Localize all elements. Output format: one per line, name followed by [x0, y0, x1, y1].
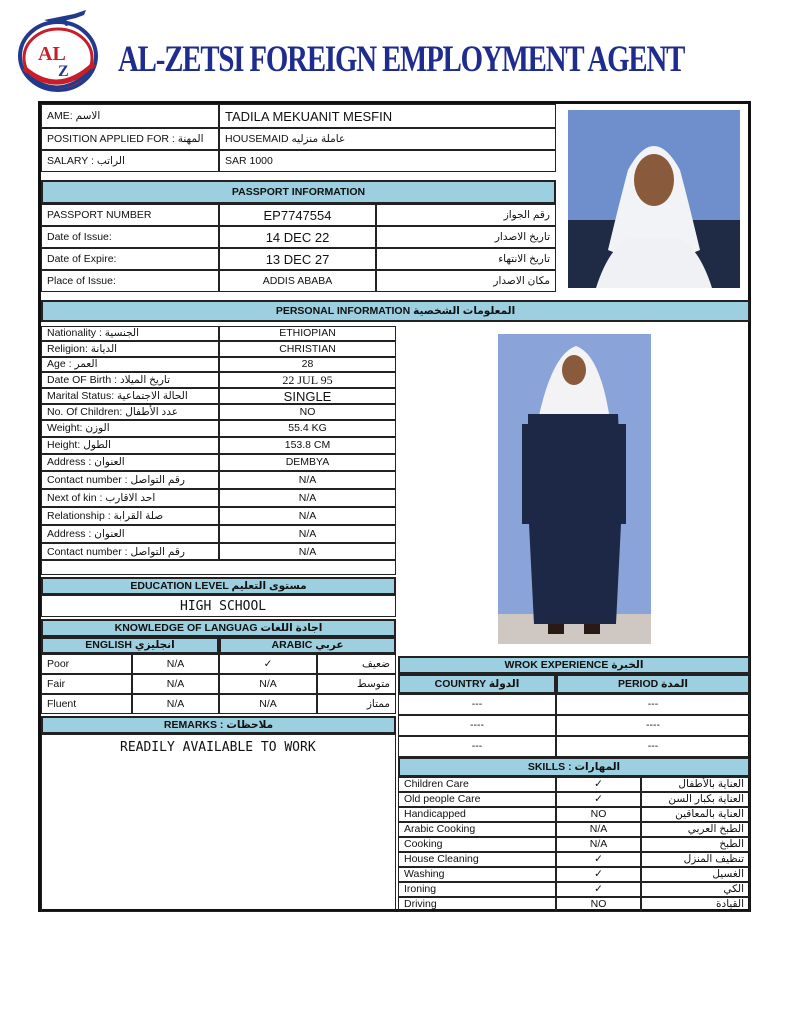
skill-arabic: تنظيف المنزل — [641, 852, 750, 867]
skill-name: Washing — [398, 867, 556, 882]
position-label: POSITION APPLIED FOR : المهنة — [41, 128, 219, 150]
skill-arabic: الطبخ العربي — [641, 822, 750, 837]
svg-text:AL: AL — [38, 43, 66, 65]
name-label: AME: الاسم — [41, 104, 219, 128]
personal-row-value: SINGLE — [219, 388, 396, 404]
personal-row-label: Weight: الوزن — [41, 420, 219, 437]
skill-arabic: القيادة — [641, 897, 750, 912]
language-level: Poor — [41, 654, 132, 674]
skill-value: ✓ — [556, 852, 641, 867]
personal-row-value: N/A — [219, 507, 396, 525]
personal-row-value: 28 — [219, 357, 396, 372]
skill-arabic: الطبخ — [641, 837, 750, 852]
skill-value: N/A — [556, 837, 641, 852]
salary-value: SAR 1000 — [219, 150, 556, 172]
english-header: ENGLISH انجليزي — [41, 637, 219, 654]
education-header: EDUCATION LEVEL مستوى التعليم — [41, 577, 396, 595]
personal-row-label: Date OF Birth : تاريخ الميلاد — [41, 372, 219, 388]
personal-row-value: DEMBYA — [219, 454, 396, 471]
language-level: Fair — [41, 674, 132, 694]
personal-row-label: Relationship : صلة القرابة — [41, 507, 219, 525]
skill-value: ✓ — [556, 882, 641, 897]
skill-arabic: الكي — [641, 882, 750, 897]
skill-name: Cooking — [398, 837, 556, 852]
skill-value: ✓ — [556, 867, 641, 882]
personal-row-label: Religion: الديانة — [41, 341, 219, 357]
passport-row-value: 13 DEC 27 — [219, 248, 376, 270]
skill-name: Ironing — [398, 882, 556, 897]
personal-row-label: Address : العنوان — [41, 454, 219, 471]
passport-row-arabic: رقم الجواز — [376, 204, 556, 226]
skill-arabic: العناية بكبار السن — [641, 792, 750, 807]
skill-value: NO — [556, 897, 641, 912]
period-header: PERIOD المدة — [556, 674, 750, 694]
skill-arabic: العناية بالأطفال — [641, 777, 750, 792]
personal-header: PERSONAL INFORMATION المعلومات الشخصية — [41, 300, 750, 322]
svg-text:Z: Z — [58, 63, 69, 80]
skill-name: Old people Care — [398, 792, 556, 807]
experience-period: --- — [556, 736, 750, 757]
skill-value: NO — [556, 807, 641, 822]
language-english-value: N/A — [132, 654, 219, 674]
salary-label: SALARY : الراتب — [41, 150, 219, 172]
personal-row-label: Nationality : الجنسية — [41, 326, 219, 341]
personal-row-value: CHRISTIAN — [219, 341, 396, 357]
position-value: HOUSEMAID عاملة منزليه — [219, 128, 556, 150]
remarks-value: READILY AVAILABLE TO WORK — [41, 734, 396, 912]
full-body-photo — [498, 334, 651, 644]
country-header: COUNTRY الدولة — [398, 674, 556, 694]
education-value: HIGH SCHOOL — [41, 595, 396, 617]
personal-row-value: N/A — [219, 525, 396, 543]
personal-row-label: Marital Status: الحالة الاجتماعية — [41, 388, 219, 404]
personal-row-value: 153.8 CM — [219, 437, 396, 454]
passport-row-label: Date of Issue: — [41, 226, 219, 248]
experience-period: ---- — [556, 715, 750, 736]
personal-row-value: 55.4 KG — [219, 420, 396, 437]
passport-header: PASSPORT INFORMATION — [41, 180, 556, 204]
passport-row-arabic: مكان الاصدار — [376, 270, 556, 292]
cv-sheet — [38, 101, 751, 912]
personal-row-value: N/A — [219, 471, 396, 489]
passport-row-arabic: تاريخ الانتهاء — [376, 248, 556, 270]
language-arabic-value: N/A — [219, 694, 317, 714]
passport-row-value: 14 DEC 22 — [219, 226, 376, 248]
personal-row-value: NO — [219, 404, 396, 420]
agency-name: AL-ZETSI FOREIGN EMPLOYMENT AGENT — [118, 39, 685, 80]
agency-logo — [14, 6, 106, 92]
headshot-photo — [568, 110, 740, 288]
arabic-header: ARABIC عربي — [219, 637, 396, 654]
language-arabic-value: ✓ — [219, 654, 317, 674]
skill-value: ✓ — [556, 777, 641, 792]
experience-header: WROK EXPERIENCE الخبرة — [398, 656, 750, 674]
experience-country: ---- — [398, 715, 556, 736]
skill-value: ✓ — [556, 792, 641, 807]
passport-row-arabic: تاريخ الاصدار — [376, 226, 556, 248]
name-value: TADILA MEKUANIT MESFIN — [219, 104, 556, 128]
remarks-header: REMARKS : ملاحظات — [41, 716, 396, 734]
personal-row-value: N/A — [219, 543, 396, 561]
passport-row-label: PASSPORT NUMBER — [41, 204, 219, 226]
skill-value: N/A — [556, 822, 641, 837]
skill-name: Driving — [398, 897, 556, 912]
skill-name: Arabic Cooking — [398, 822, 556, 837]
language-level-arabic: ممتاز — [317, 694, 396, 714]
skill-arabic: الغسيل — [641, 867, 750, 882]
language-arabic-value: N/A — [219, 674, 317, 694]
skill-arabic: العناية بالمعاقين — [641, 807, 750, 822]
personal-row-label: Address : العنوان — [41, 525, 219, 543]
personal-row-label: Next of kin : احد الاقارب — [41, 489, 219, 507]
language-level-arabic: متوسط — [317, 674, 396, 694]
experience-country: --- — [398, 736, 556, 757]
personal-row-label: Contact number : رقم التواصل — [41, 471, 219, 489]
passport-row-label: Place of Issue: — [41, 270, 219, 292]
personal-row-label: Contact number : رقم التواصل — [41, 543, 219, 561]
languages-header: KNOWLEDGE OF LANGUAG اجادة اللغات — [41, 619, 396, 637]
personal-blank-row — [41, 559, 396, 575]
skills-header: SKILLS : المهارات — [398, 757, 750, 777]
passport-row-value: ADDIS ABABA — [219, 270, 376, 292]
skill-name: Children Care — [398, 777, 556, 792]
personal-row-value: 22 JUL 95 — [219, 372, 396, 388]
skill-name: House Cleaning — [398, 852, 556, 867]
experience-country: --- — [398, 694, 556, 715]
language-level-arabic: ضعيف — [317, 654, 396, 674]
passport-row-value: EP7747554 — [219, 204, 376, 226]
personal-row-value: ETHIOPIAN — [219, 326, 396, 341]
language-english-value: N/A — [132, 674, 219, 694]
personal-row-label: Age : العمر — [41, 357, 219, 372]
personal-row-label: No. Of Children: عدد الأطفال — [41, 404, 219, 420]
personal-row-value: N/A — [219, 489, 396, 507]
language-english-value: N/A — [132, 694, 219, 714]
experience-period: --- — [556, 694, 750, 715]
language-level: Fluent — [41, 694, 132, 714]
personal-row-label: Height: الطول — [41, 437, 219, 454]
skill-name: Handicapped — [398, 807, 556, 822]
passport-row-label: Date of Expire: — [41, 248, 219, 270]
